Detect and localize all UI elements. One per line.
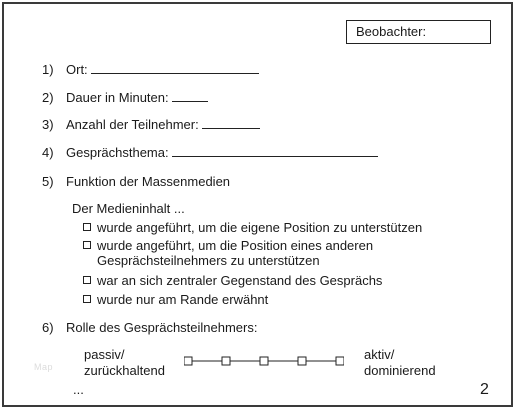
checkbox[interactable] xyxy=(83,241,91,249)
scale-point[interactable] xyxy=(260,357,268,365)
checkbox[interactable] xyxy=(83,295,91,303)
answer-blank[interactable] xyxy=(202,117,260,129)
watermark-text: Map xyxy=(34,362,54,372)
rating-scale xyxy=(184,353,344,369)
item-number: 1) xyxy=(42,62,54,77)
scale-point[interactable] xyxy=(222,357,230,365)
answer-blank[interactable] xyxy=(172,145,378,157)
item-number: 5) xyxy=(42,174,54,189)
answer-blank[interactable] xyxy=(172,90,208,102)
item-label: Dauer in Minuten: xyxy=(66,90,169,105)
item-label: Ort: xyxy=(66,62,88,77)
option-label: wurde nur am Rande erwähnt xyxy=(97,292,269,307)
item-label: Funktion der Massenmedien xyxy=(66,174,231,189)
scale-left-label: passiv/ xyxy=(84,347,125,362)
item-number: 4) xyxy=(42,145,54,160)
scale-right-label: aktiv/ xyxy=(364,347,395,362)
item-label: Rolle des Gesprächsteilnehmers: xyxy=(66,320,258,335)
scale-left-label-continued: zurückhaltend xyxy=(84,363,165,378)
page-number: 2 xyxy=(480,381,489,398)
checkbox[interactable] xyxy=(83,223,91,231)
observer-field[interactable] xyxy=(346,20,491,44)
scale-point[interactable] xyxy=(336,357,344,365)
answer-blank[interactable] xyxy=(91,62,259,74)
item-number: 2) xyxy=(42,90,54,105)
continuation-ellipsis: ... xyxy=(73,382,84,397)
option-label: war an sich zentraler Gegenstand des Gesprächs xyxy=(97,273,383,288)
media-intro: Der Medieninhalt ... xyxy=(72,201,185,216)
option-label: wurde angeführt, um die eigene Position zu unterstützen xyxy=(97,220,423,235)
scale-point[interactable] xyxy=(298,357,306,365)
item-number: 3) xyxy=(42,117,54,132)
scale-point[interactable] xyxy=(184,357,192,365)
scale-right-label-continued: dominierend xyxy=(364,363,436,378)
item-label: Anzahl der Teilnehmer: xyxy=(66,117,199,132)
item-label: Gesprächsthema: xyxy=(66,145,169,160)
checkbox[interactable] xyxy=(83,276,91,284)
option-label: wurde angeführt, um die Position eines anderen xyxy=(97,238,374,253)
observer-label: Beobachter: xyxy=(356,24,427,39)
item-number: 6) xyxy=(42,320,54,335)
option-label-continued: Gesprächsteilnehmers zu unterstützen xyxy=(97,253,320,268)
